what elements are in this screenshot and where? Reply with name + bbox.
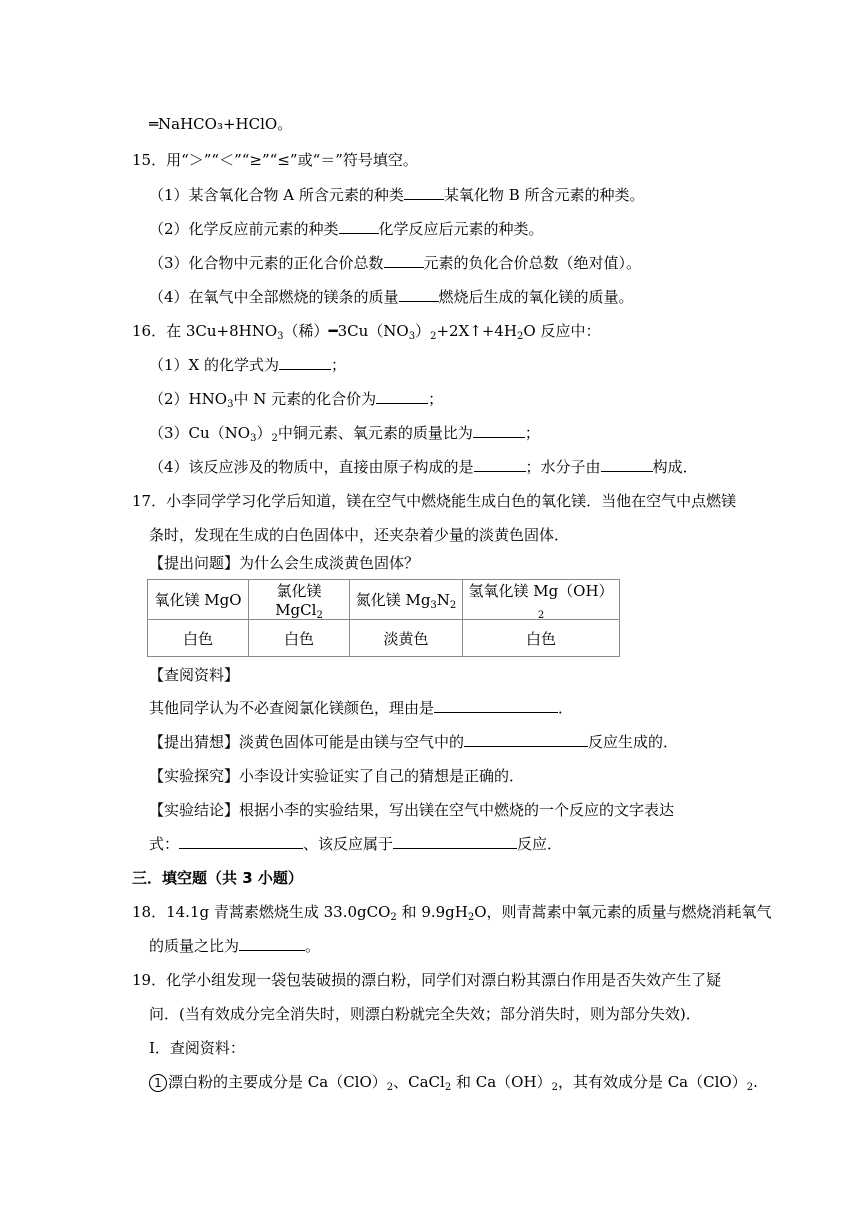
q15-item-4: （4）在氧气中全部燃烧的镁条的质量 燃烧后生成的氧化镁的质量。 — [149, 288, 634, 306]
q15-item-1: （1）某含氧化合物 A 所含元素的种类 某氧化物 B 所含元素的种类。 — [149, 186, 645, 204]
answer-blank[interactable] — [376, 389, 428, 404]
table-cell: 氯化镁 MgCl$_2$ — [249, 580, 350, 620]
q19-para-4: 1 漂白粉的主要成分是 $Ca(ClO)_2$、CaCl$_2$ 和 $Ca(OH)_2$，其有效成分是 $Ca(ClO)_2$. — [149, 1072, 758, 1092]
section-heading: 三．填空题（共 3 小题） — [132, 869, 303, 887]
q15-item-2: （2）化学反应前元素的种类 化学反应后元素的种类。 — [149, 220, 544, 238]
q17-explore: 【实验探究】小李设计实验证实了自己的猜想是正确的． — [149, 767, 525, 785]
table-cell: 白色 — [463, 620, 620, 657]
answer-blank[interactable] — [399, 287, 439, 302]
table-row — [148, 620, 620, 657]
q15-item-3: （3）化合物中元素的正化合价总数 元素的负化合价总数（绝对值）。 — [149, 254, 642, 272]
circled-number-1: 1 — [149, 1074, 167, 1092]
q19-para-2: 问．(当有效成分完全消失时，则漂白粉就完全失效；部分消失时，则为部分失效)． — [149, 1005, 701, 1023]
q17-question: 【提出问题】为什么会生成淡黄色固体？ — [149, 554, 420, 572]
answer-blank[interactable] — [473, 423, 525, 438]
answer-blank[interactable] — [393, 834, 517, 849]
q19-para-1: 19．化学小组发现一袋包装破损的漂白粉，同学们对漂白粉其漂白作用是否失效产生了疑 — [132, 971, 722, 989]
q18-para-2: 的质量之比为 。 — [149, 937, 321, 955]
q15-stem: 15．用“＞”“＜”“≥”“≤”或“＝”符号填空。 — [132, 151, 418, 169]
q17-para-2: 条时，发现在生成的白色固体中，还夹杂着少量的淡黄色固体． — [149, 526, 570, 544]
q16-item-2: $(2)HNO_3$中 N 元素的化合价为 ； — [149, 390, 444, 410]
q16-item-1: （1）X 的化学式为 ； — [149, 356, 347, 374]
table-cell: 白色 — [148, 620, 249, 657]
answer-blank[interactable] — [279, 355, 331, 370]
q16-item-4: （4）该反应涉及的物质中，直接由原子构成的是 ；水分子由 构成． — [149, 458, 698, 476]
q17-para-1: 17．小李同学学习化学后知道，镁在空气中燃烧能生成白色的氧化镁．当他在空气中点燃镁 — [132, 492, 737, 510]
q17-reason: 其他同学认为不必查阅氯化镁颜色，理由是 ． — [149, 699, 574, 717]
q17-conclusion: 【实验结论】根据小李的实验结果，写出镁在空气中燃烧的一个反应的文字表达 — [149, 801, 675, 819]
table-row — [148, 580, 620, 620]
table-cell: 淡黄色 — [350, 620, 463, 657]
table-cell: 氮化镁 $Mg_3N_2$ — [350, 580, 463, 620]
q19-para-3: Ⅰ．查阅资料： — [149, 1039, 245, 1057]
equals-arrow: ━ — [328, 322, 338, 340]
table-cell: 氧化镁 MgO — [148, 580, 249, 620]
q17-lookup: 【查阅资料】 — [149, 666, 240, 684]
answer-blank[interactable] — [404, 185, 444, 200]
answer-blank[interactable] — [434, 698, 558, 713]
answer-blank[interactable] — [239, 936, 305, 951]
answer-blank[interactable] — [384, 253, 424, 268]
table-cell: 白色 — [249, 620, 350, 657]
q17-equation: 式： 、该反应属于 反应． — [149, 835, 563, 853]
formula-tail: ═NaHCO₃+HClO。 — [149, 115, 293, 133]
answer-blank[interactable] — [474, 457, 526, 472]
answer-blank[interactable] — [339, 219, 379, 234]
table-cell: 氢氧化镁 $Mg(OH)_2$ — [463, 580, 620, 620]
magnesium-compounds-table — [147, 579, 620, 657]
answer-blank[interactable] — [179, 834, 303, 849]
q18-para-1: 18．14.1g 青蒿素燃烧生成 33.0gCO$_2$ 和 $9.9gH_2O$，则青蒿素中氧元素的质量与燃烧消耗氧气 — [132, 903, 772, 923]
answer-blank[interactable] — [601, 457, 653, 472]
q16-item-3: $(3)Cu(NO_3)_2$中铜元素、氧元素的质量比为 ； — [149, 424, 540, 444]
q17-guess: 【提出猜想】淡黄色固体可能是由镁与空气中的 反应生成的． — [149, 733, 679, 751]
answer-blank[interactable] — [464, 732, 588, 747]
q16-stem: 16．在 $3Cu+8HNO_3$（稀）$━3Cu(NO_3)_2+2X↑+4H_2O$ 反应中： — [132, 322, 601, 342]
